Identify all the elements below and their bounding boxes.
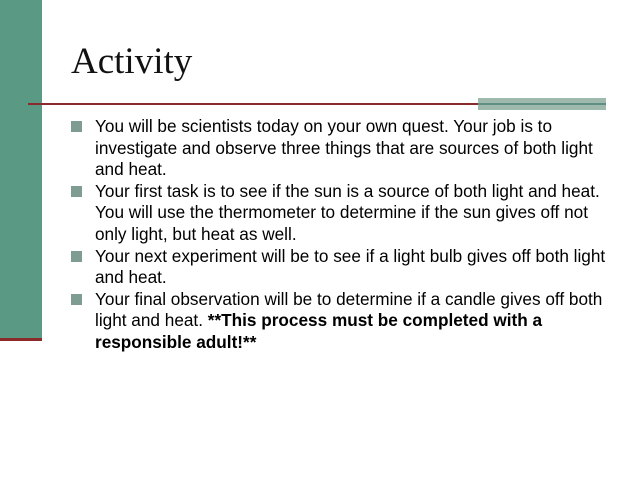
square-bullet-icon bbox=[71, 251, 82, 262]
bullet-item-1 bbox=[71, 116, 611, 181]
square-bullet-icon bbox=[71, 121, 82, 132]
square-bullet-icon bbox=[71, 186, 82, 197]
bullet-list bbox=[71, 116, 611, 354]
bullet-bold-warning: **This process must be completed with a responsible adult!** bbox=[95, 310, 543, 352]
bullet-text: Your final observation will be to determine if a candle gives off both light and heat. bbox=[95, 288, 603, 331]
left-decorative-band bbox=[0, 0, 42, 340]
bullet-item-2 bbox=[71, 181, 611, 246]
left-band-underline bbox=[0, 338, 42, 341]
bullet-text: Your next experiment will be to see if a light bulb gives off both light and heat. bbox=[95, 245, 606, 288]
bullet-text: Your first task is to see if the sun is a source of both light and heat. You will use the thermometer to determine if the sun gives off not only light, but heat as well. bbox=[95, 180, 600, 244]
slide-title: Activity bbox=[71, 41, 193, 82]
bullet-item-3 bbox=[71, 246, 611, 289]
square-bullet-icon bbox=[71, 294, 82, 305]
bullet-text: You will be scientists today on your own quest. Your job is to investigate and observe three things that are sources of both light and heat. bbox=[95, 116, 593, 180]
bullet-item-4 bbox=[71, 289, 611, 354]
title-accent-bar-line bbox=[478, 103, 606, 105]
